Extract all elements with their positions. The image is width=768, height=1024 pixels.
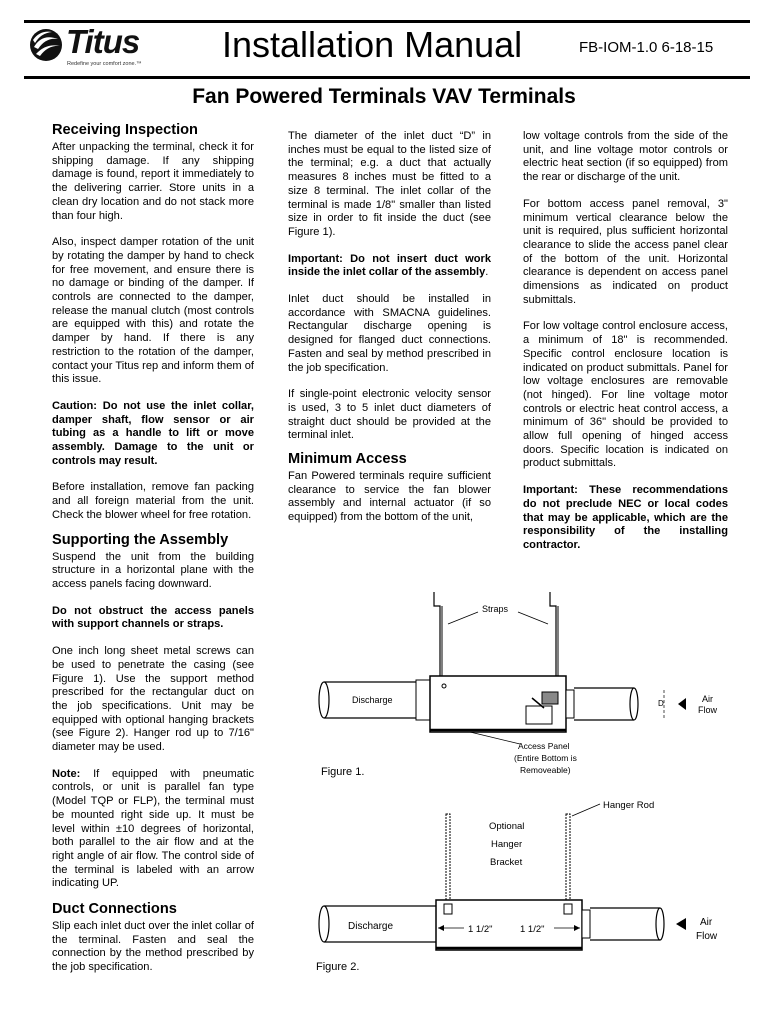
- inlet-duct: [590, 908, 660, 940]
- paragraph: The diameter of the inlet duct “D” in inches must be equal to the listed size of the terminal; e.g. a duct that actually measures 8 inches must be fitted to a size 8 terminal. The inlet collar of the terminal is made 1/8" smaller than listed size in order to fit inside the duct (see Figure 1).: [288, 130, 491, 238]
- swirl-logo-icon: [28, 27, 64, 63]
- paragraph: Slip each inlet duct over the inlet collar of the terminal. Fasten and seal the connection by the method prescribed by the job specification.: [52, 920, 254, 974]
- heading-minimum-access: Minimum Access: [288, 451, 407, 468]
- right-strap: [550, 592, 556, 676]
- dimension-left: 1 1/2": [468, 924, 493, 935]
- flow-label: Flow: [698, 705, 718, 715]
- right-hanger-rod: [566, 814, 570, 910]
- left-bracket: [444, 904, 452, 914]
- air-flow-arrow-icon: [678, 698, 686, 710]
- right-bracket: [564, 904, 572, 914]
- heading-supporting-assembly: Supporting the Assembly: [52, 531, 229, 548]
- logo-tagline: Redefine your comfort zone.™: [67, 61, 142, 67]
- flow-label: Flow: [696, 931, 718, 942]
- paragraph: For bottom access panel removal, 3" minimum vertical clearance below the unit is required, plus sufficient horizontal clearance to slide the access panel clear of the bottom of the unit. Horizontal clearance is dependent on access panel dimensions as indicated on product submittals.: [523, 197, 728, 306]
- paragraph: Before installation, remove fan packing and all foreign material from the unit. Check the blower wheel for free rotation.: [52, 481, 254, 521]
- optional-label: Optional: [489, 821, 525, 832]
- paragraph: Suspend the unit from the building structure in a horizontal plane with the access panels facing downward.: [52, 550, 254, 590]
- logo-wordmark: Titus: [66, 23, 140, 60]
- left-hanger-rod: [446, 814, 450, 910]
- important-note: [288, 253, 491, 280]
- discharge-label: Discharge: [352, 695, 393, 705]
- straps-label: Straps: [482, 604, 509, 614]
- page-title: Fan Powered Terminals VAV Terminals: [192, 85, 576, 108]
- figure-2-diagram: [300, 794, 740, 978]
- heading-duct-connections: Duct Connections: [52, 901, 177, 918]
- access-panel-note-2: Removeable): [520, 765, 571, 775]
- note-label: Note:: [52, 767, 81, 780]
- column-3: [523, 130, 728, 566]
- paragraph: For low voltage control enclosure access, a minimum of 18" is recommended. Specific control enclosure location is indicated on product submittals. Panel for low voltage enclosures are removable (not hinged). For line voltage motor controls or electric heat control access, a minimum of 36" should be provided to allow full opening of hinged access doors. Specific location is indicated on product submittals.: [523, 320, 728, 470]
- important-period: .: [485, 266, 489, 279]
- paragraph: After unpacking the terminal, check it for shipping damage. If any shipping damage is found, report it immediately to the delivering carrier. Store units in a clean dry location and do not stack more than four high.: [52, 141, 254, 222]
- paragraph: Also, inspect damper rotation of the unit by rotating the damper by hand to check for free movement, and ensure there is no damage or binding of the damper. If controls are connected to the damper, release the manual clutch (most controls are equipped with this) and rotate the damper by hand. If there is any restriction to the rotation of the damper, contact your Titus rep and inform them of this issue.: [52, 236, 254, 386]
- caution-text: Caution: Do not use the inlet collar, damper shaft, flow sensor or air tubing as a handle to lift or move assembly. Damage to the unit or controls may result.: [52, 399, 254, 467]
- column-2: [288, 130, 491, 538]
- document-title: Installation Manual: [222, 24, 523, 65]
- air-label: Air: [700, 917, 713, 928]
- document-number: FB-IOM-1.0 6-18-15: [579, 39, 714, 56]
- paragraph: Inlet duct should be installed in accordance with SMACNA guidelines. Rectangular discharge opening is designed for flanged duct connections. Fasten and seal by method prescribed in the job specification.: [288, 293, 491, 374]
- left-strap: [434, 592, 440, 676]
- titus-logo: [28, 23, 158, 69]
- bracket-label: Bracket: [490, 857, 523, 868]
- terminal-box: [436, 900, 582, 950]
- paragraph: One inch long sheet metal screws can be used to penetrate the casing (see Figure 1). Use the support method prescribed for the rectangular duct on the job specifications. Unit may be equipped with optional hanging brackets (see Figure 2). Hanger rod up to 7/16" diameter may be used.: [52, 645, 254, 754]
- discharge-label: Discharge: [348, 921, 394, 932]
- actuator: [526, 706, 552, 724]
- important-text: Important: Do not insert duct work inside the inlet collar of the assembly: [288, 252, 491, 279]
- obstruct-warning: Do not obstruct the access panels with support channels or straps.: [52, 604, 254, 631]
- paragraph: low voltage controls from the side of the unit, and line voltage motor controls or electric heat section (if so equipped) from the rear or discharge of the unit.: [523, 130, 728, 184]
- hanger-label: Hanger: [491, 839, 523, 850]
- hanger-rod-label: Hanger Rod: [603, 800, 655, 811]
- figure-1-diagram: [300, 590, 740, 790]
- paragraph: Fan Powered terminals require sufficient clearance to service the fan blower assembly and internal actuator (if so equipped) from the bottom of the unit,: [288, 470, 491, 524]
- air-label: Air: [702, 694, 713, 704]
- heading-receiving-inspection: Receiving Inspection: [52, 122, 198, 138]
- access-panel-note-1: (Entire Bottom is: [514, 753, 577, 763]
- important-recommendations: Important: These recommendations do not preclude NEC or local codes that may be applicable, which are the responsibility of the installing contractor.: [523, 484, 728, 551]
- figure-2-caption: Figure 2.: [316, 961, 360, 973]
- d-dimension-label: D: [658, 699, 664, 708]
- access-panel-label: Access Panel: [518, 741, 570, 751]
- note-paragraph: [52, 768, 254, 891]
- note-text: If equipped with pneumatic controls, or unit is parallel fan type (Model TQP or FLP), the terminal must be mounted right side up. It must be level within ±10 degrees of horizontal, both parallel to the air flow and at the right angle of air flow. The control side of the terminal is labeled with an arrow indicating UP.: [52, 767, 254, 890]
- inlet-duct: [574, 688, 634, 720]
- figure-1-caption: Figure 1.: [321, 766, 365, 778]
- header-bottom-rule: [24, 76, 750, 79]
- air-flow-arrow-icon: [676, 918, 686, 930]
- paragraph: If single-point electronic velocity sensor is used, 3 to 5 inlet duct diameters of straight duct should be provided at the terminal inlet.: [288, 388, 491, 442]
- column-1: [52, 122, 254, 988]
- dimension-right: 1 1/2": [520, 924, 545, 935]
